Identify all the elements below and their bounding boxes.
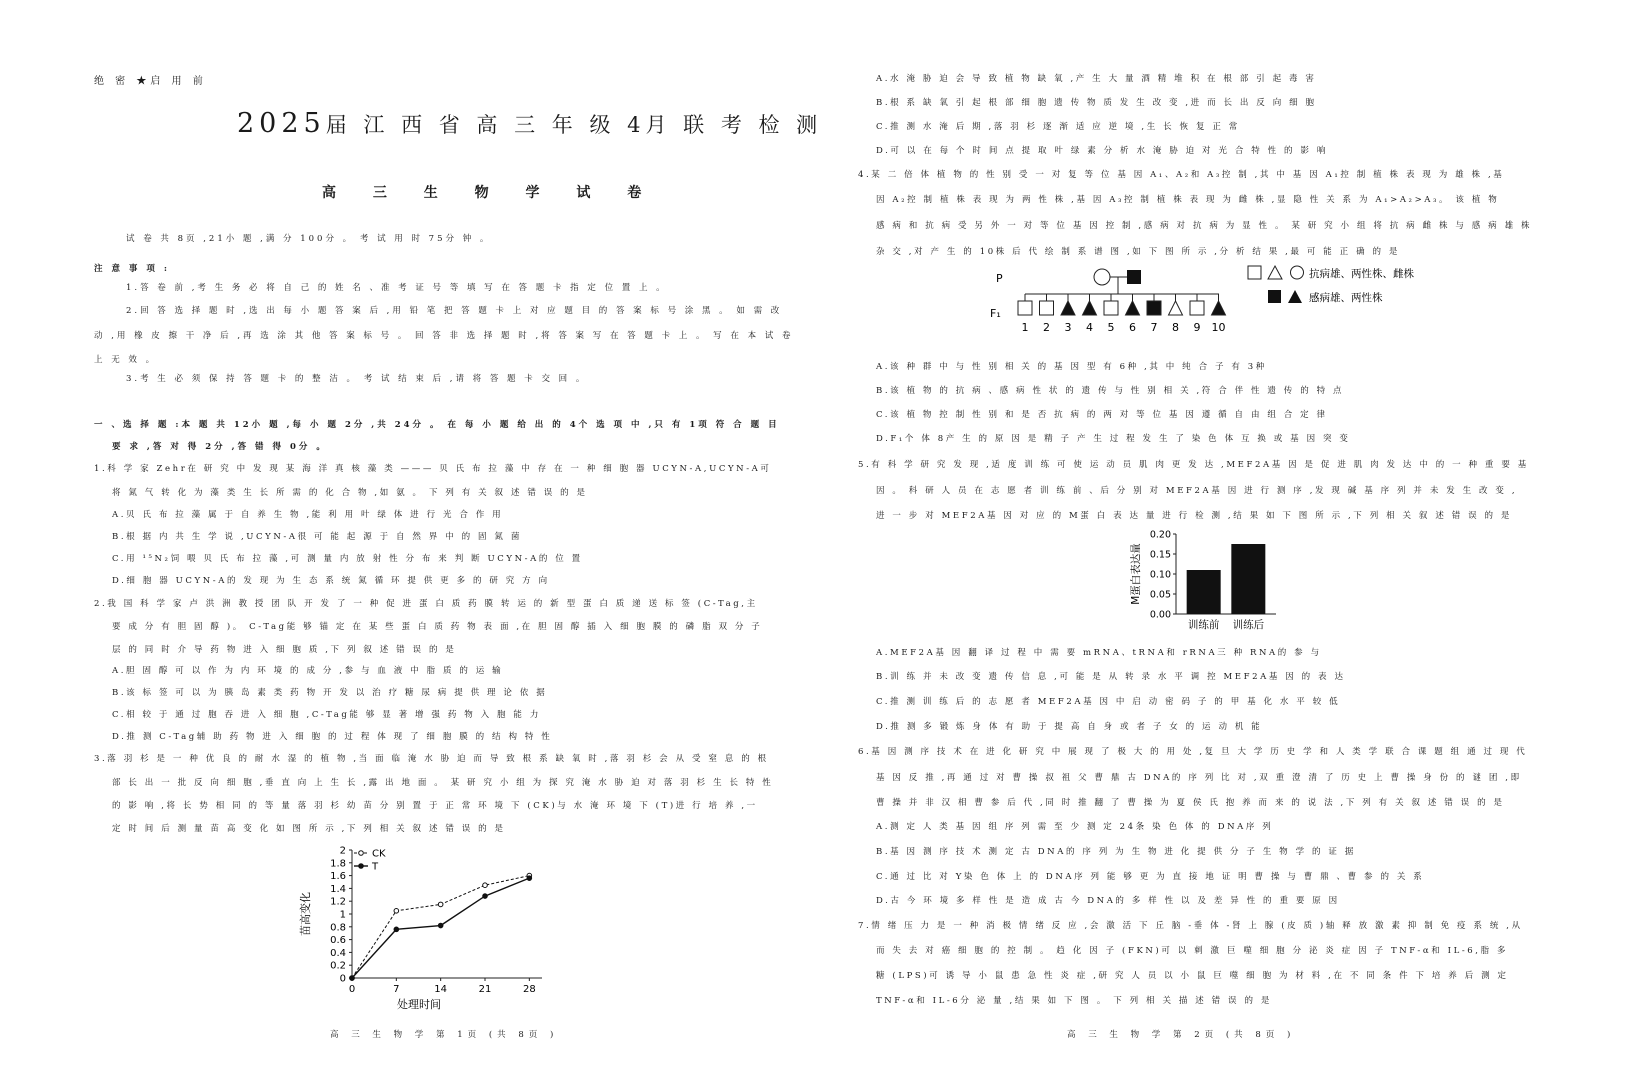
q7-stem-d: TNF-α和 IL-6分 泌 量 ,结 果 如 下 图 。 下 列 相 关 描 述 错 误 的 是 (876, 996, 1272, 1006)
pedigree-p-label: P (996, 272, 1003, 285)
legend-label-t: T (372, 861, 379, 873)
q1-option-c: C.用 ¹⁵N₂饲 喂 贝 氏 布 拉 藻 ,可 测 量 内 放 射 性 分 布 来 判 断 UCYN-A的 位 置 (112, 554, 583, 564)
x-tick-label: 7 (393, 984, 400, 995)
q4-option-d: D.F₁个 体 8产 生 的 原 因 是 精 子 产 生 过 程 发 生 了 染 色 体 互 换 或 基 因 突 变 (876, 434, 1351, 444)
y-tick-label: 0.2 (330, 960, 346, 972)
offspring-2-square-symbol (1040, 301, 1054, 315)
exam-year: 2025 (237, 108, 326, 139)
offspring-4-triangle-symbol (1083, 301, 1097, 315)
q3-stem-d: 定 时 间 后 测 量 苗 高 变 化 如 图 所 示 ,下 列 相 关 叙 述 错 误 的 是 (112, 824, 506, 834)
y-tick-label: 1.8 (330, 858, 346, 870)
q4-option-b: B.该 植 物 的 抗 病 、感 病 性 状 的 遗 传 与 性 别 相 关 ,符 合 伴 性 遗 传 的 特 点 (876, 386, 1345, 396)
seedling-height-line-chart (300, 840, 590, 1015)
offspring-number: 7 (1150, 321, 1158, 334)
note-3: 3.考 生 必 须 保 持 答 题 卡 的 整 洁 。 考 试 结 束 后 ,请 将 答 题 卡 交 回 。 (126, 374, 588, 384)
y-tick-label: 0.8 (330, 922, 346, 934)
q2-stem-b: 要 成 分 有 胆 固 醇 )。 C-Tag能 够 锚 定 在 某 些 蛋 白 质 药 物 表 面 ,在 胆 固 醇 插 入 细 胞 膜 的 磷 脂 双 分 子 (112, 622, 763, 632)
q3-stem-c: 的 影 响 ,将 长 势 相 同 的 等 量 落 羽 杉 幼 苗 分 别 置 于 正 常 环 境 下 (CK)与 水 淹 环 境 下 (T)进 行 培 养 ,一 (112, 801, 758, 811)
x-category-label: 训练后 (1232, 619, 1265, 631)
x-tick-label: 0 (348, 984, 356, 995)
y-axis-title: M蛋白表达量 (1130, 543, 1142, 605)
data-point-ck (483, 883, 488, 888)
offspring-number: 3 (1064, 321, 1072, 334)
legend-marker-t (359, 864, 364, 869)
q2-stem-a: 2.我 国 科 学 家 卢 洪 洲 教 授 团 队 开 发 了 一 种 促 进 蛋 白 质 药 膜 转 运 的 新 型 蛋 白 质 递 送 标 签 (C-Tag,主 (94, 599, 758, 609)
pedigree-f1-label: F₁ (990, 307, 1001, 320)
offspring-number: 4 (1086, 321, 1093, 334)
offspring-number: 8 (1172, 321, 1179, 334)
paper-subject: 高 三 生 物 学 试 卷 (322, 185, 658, 201)
q6-option-a: A.测 定 人 类 基 因 组 序 列 需 至 少 测 定 24条 染 色 体 的 DNA序 列 (876, 822, 1274, 832)
legend-marker-ck (359, 851, 364, 856)
q1-stem-a: 1.科 学 家 Zehr在 研 究 中 发 现 某 海 洋 真 核 藻 类 ——— 贝 氏 布 拉 藻 中 存 在 一 种 细 胞 器 UCYN-A,UCYN-A可 (94, 464, 772, 474)
offspring-number: 2 (1043, 321, 1050, 334)
offspring-number: 6 (1129, 321, 1136, 334)
q6-option-c: C.通 过 比 对 Y染 色 体 上 的 DNA序 列 能 够 更 为 直 接 地 证 明 曹 操 与 曹 鼎 、曹 参 的 关 系 (876, 872, 1425, 882)
q5-option-d: D.推 测 多 锻 炼 身 体 有 助 于 提 高 自 身 或 者 子 女 的 运 动 机 能 (876, 722, 1263, 732)
q2-option-d: D.推 测 C-Tag辅 助 药 物 进 入 细 胞 的 过 程 体 现 了 细 胞 膜 的 结 构 特 性 (112, 732, 553, 742)
q2-option-b: B.该 标 签 可 以 为 胰 岛 素 类 药 物 开 发 以 治 疗 糖 尿 病 提 供 理 论 依 据 (112, 688, 548, 698)
q2-stem-c: 层 的 同 时 介 导 药 物 进 入 细 胞 质 ,下 列 叙 述 错 误 的 是 (112, 645, 457, 655)
note-2-line-b: 动 ,用 橡 皮 擦 干 净 后 ,再 选 涂 其 他 答 案 标 号 。 回 答 非 选 择 题 时 ,将 答 案 写 在 答 题 卡 上 。 写 在 本 试 卷 (94, 331, 794, 341)
y-tick-label: 0.6 (330, 935, 346, 947)
y-tick-label: 2 (339, 845, 346, 857)
offspring-6-triangle-symbol (1126, 301, 1140, 315)
offspring-3-triangle-symbol (1061, 301, 1075, 315)
q3-option-a: A.水 淹 胁 迫 会 导 致 植 物 缺 氧 ,产 生 大 量 酒 精 堆 积 在 根 部 引 起 毒 害 (876, 74, 1317, 84)
q3-option-c: C.推 测 水 淹 后 期 ,落 羽 杉 逐 渐 适 应 逆 境 ,生 长 恢 复 正 常 (876, 122, 1240, 132)
m-protein-bar-chart (1132, 528, 1282, 640)
q3-stem-b: 部 长 出 一 批 反 向 细 胞 ,垂 直 向 上 生 长 ,露 出 地 面 。 某 研 究 小 组 为 探 究 淹 水 胁 迫 对 落 羽 杉 生 长 特 性 (112, 778, 774, 788)
legend-resistant-label: 抗病雄、两性株、雌株 (1309, 268, 1414, 280)
parent-male-symbol (1127, 270, 1141, 284)
offspring-5-square-symbol (1104, 301, 1118, 315)
q5-option-c: C.推 测 训 练 后 的 志 愿 者 MEF2A基 因 中 启 动 密 码 子 的 甲 基 化 水 平 较 低 (876, 697, 1341, 707)
q7-stem-c: 糖 (LPS)可 诱 导 小 鼠 患 急 性 炎 症 ,研 究 人 员 以 小 鼠 巨 噬 细 胞 为 材 料 ,在 不 同 条 件 下 培 养 后 测 定 (876, 971, 1509, 981)
x-tick-label: 21 (478, 984, 492, 995)
q2-option-c: C.相 较 于 通 过 胞 吞 进 入 细 胞 ,C-Tag能 够 显 著 增 强 药 物 入 胞 能 力 (112, 710, 541, 720)
legend-susceptible-label: 感病雄、两性株 (1309, 292, 1383, 304)
q4-stem-b: 因 A₂控 制 植 株 表 现 为 两 性 株 ,基 因 A₃控 制 植 株 表 现 为 雌 株 ,显 隐 性 关 系 为 A₁>A₂>A₃。 该 植 物 (876, 195, 1500, 205)
offspring-7-square-symbol (1147, 301, 1161, 315)
notes-title: 注 意 事 项 : (94, 264, 170, 274)
offspring-10-triangle-symbol (1212, 301, 1226, 315)
q2-option-a: A.胆 固 醇 可 以 作 为 内 环 境 的 成 分 ,参 与 血 液 中 脂 质 的 运 输 (112, 666, 504, 676)
q5-stem-a: 5.有 科 学 研 究 发 现 ,适 度 训 练 可 使 运 动 员 肌 肉 更 发 达 ,MEF2A基 因 是 促 进 肌 肉 发 达 中 的 一 种 重 要 基 (858, 460, 1529, 470)
q5-option-b: B.训 练 并 未 改 变 遗 传 信 息 ,可 能 是 从 转 录 水 平 调 控 MEF2A基 因 的 表 达 (876, 672, 1346, 682)
x-tick-label: 28 (522, 984, 536, 995)
q6-option-b: B.基 因 测 序 技 术 测 定 古 DNA的 序 列 为 生 物 进 化 提 供 分 子 生 物 学 的 证 据 (876, 847, 1356, 857)
legend-circle-open (1291, 266, 1304, 279)
offspring-number: 10 (1211, 321, 1226, 334)
legend-square-filled (1268, 290, 1281, 303)
q4-option-a: A.该 种 群 中 与 性 别 相 关 的 基 因 型 有 6种 ,其 中 纯 合 子 有 3种 (876, 362, 1267, 372)
y-tick-label: 1.2 (330, 896, 346, 908)
q7-stem-b: 而 失 去 对 癌 细 胞 的 控 制 。 趋 化 因 子 (FKN)可 以 刺 激 巨 噬 细 胞 分 泌 炎 症 因 子 TNF-α和 IL-6,脂 多 (876, 946, 1509, 956)
legend-triangle-open (1268, 266, 1282, 279)
q6-stem-c: 曹 操 并 非 汉 相 曹 参 后 代 ,同 时 推 翻 了 曹 操 为 夏 侯 氏 抱 养 而 来 的 说 法 ,下 列 有 关 叙 述 错 误 的 是 (876, 798, 1505, 808)
offspring-8-triangle-symbol (1169, 301, 1183, 315)
y-tick-label: 1 (339, 909, 346, 921)
q3-option-b: B.根 系 缺 氧 引 起 根 部 细 胞 遗 传 物 质 发 生 改 变 ,进 而 长 出 反 向 细 胞 (876, 98, 1317, 108)
data-point-t (350, 976, 355, 981)
y-tick-label: 0.10 (1149, 569, 1171, 581)
y-tick-label: 0.05 (1149, 589, 1171, 601)
q5-stem-c: 进 一 步 对 MEF2A基 因 对 应 的 M蛋 白 表 达 量 进 行 检 测 ,结 果 如 下 图 所 示 ,下 列 相 关 叙 述 错 误 的 是 (876, 511, 1513, 521)
exam-title-rest: 届 江 西 省 高 三 年 级 4月 联 考 检 测 (325, 113, 823, 137)
page-footer-right: 高 三 生 物 学 第 2页 (共 8页 ) (1067, 1030, 1296, 1040)
q4-option-c: C.该 植 物 控 制 性 别 和 是 否 抗 病 的 两 对 等 位 基 因 遵 循 自 由 组 合 定 律 (876, 410, 1328, 420)
y-tick-label: 0.20 (1149, 529, 1171, 541)
confidential-label: 绝 密 ★启 用 前 (94, 76, 207, 87)
x-tick-label: 14 (434, 984, 448, 995)
y-axis-title: 苗高变化 (299, 892, 312, 936)
legend-square-open (1248, 266, 1261, 279)
legend-label-ck: CK (372, 848, 386, 860)
data-point-t (527, 876, 532, 881)
y-tick-label: 1.6 (330, 871, 346, 883)
q7-stem-a: 7.情 绪 压 力 是 一 种 消 极 情 绪 反 应 ,会 激 活 下 丘 脑 -垂 体 -肾 上 腺 (皮 质 )轴 释 放 激 素 抑 制 免 疫 系 统 ,从 (858, 921, 1523, 931)
q4-stem-a: 4.某 二 倍 体 植 物 的 性 别 受 一 对 复 等 位 基 因 A₁、A₂和 A₃控 制 ,其 中 基 因 A₁控 制 植 株 表 现 为 雄 株 ,基 (858, 170, 1505, 180)
offspring-row (1018, 294, 1226, 334)
right-page (812, 0, 1625, 1079)
q3-option-d: D.可 以 在 每 个 时 间 点 提 取 叶 绿 素 分 析 水 淹 胁 迫 对 光 合 特 性 的 影 响 (876, 146, 1328, 156)
bar-before-training (1187, 570, 1221, 614)
pedigree-diagram (982, 264, 1442, 354)
q5-option-a: A.MEF2A基 因 翻 译 过 程 中 需 要 mRNA、tRNA和 rRNA三 种 RNA的 参 与 (876, 648, 1322, 658)
y-tick-label: 0.00 (1149, 609, 1171, 621)
q5-stem-b: 因 。 科 研 人 员 在 志 愿 者 训 练 前 、后 分 别 对 MEF2A基 因 进 行 测 序 ,发 现 碱 基 序 列 并 未 发 生 改 变 , (876, 486, 1518, 496)
q1-option-b: B.根 据 内 共 生 学 说 ,UCYN-A很 可 能 起 源 于 自 然 界 中 的 固 氮 菌 (112, 532, 522, 542)
data-point-t (394, 927, 399, 932)
data-point-t (438, 923, 443, 928)
y-tick-label: 0.4 (330, 947, 346, 959)
q1-option-d: D.细 胞 器 UCYN-A的 发 现 为 生 态 系 统 氮 循 环 提 供 更 多 的 研 究 方 向 (112, 576, 550, 586)
q4-stem-d: 杂 交 ,对 产 生 的 10株 后 代 绘 制 系 谱 图 ,如 下 图 所 示 ,分 析 结 果 ,最 可 能 正 确 的 是 (876, 247, 1400, 257)
offspring-number: 9 (1193, 321, 1201, 334)
offspring-1-square-symbol (1018, 301, 1032, 315)
bar-after-training (1231, 544, 1265, 614)
offspring-9-square-symbol (1190, 301, 1204, 315)
exam-title (237, 108, 822, 139)
q4-stem-c: 感 病 和 抗 病 受 另 外 一 对 等 位 基 因 控 制 ,感 病 对 抗 病 为 显 性 。 某 研 究 小 组 将 抗 病 雌 株 与 感 病 雄 株 (876, 221, 1533, 231)
x-category-label: 训练前 (1187, 619, 1220, 631)
note-2-line-a: 2.回 答 选 择 题 时 ,选 出 每 小 题 答 案 后 ,用 铅 笔 把 答 题 卡 上 对 应 题 目 的 答 案 标 号 涂 黑 。 如 需 改 (126, 306, 783, 316)
intro-line: 试 卷 共 8页 ,21小 题 ,满 分 100分 。 考 试 用 时 75分 钟 。 (126, 234, 492, 244)
y-tick-label: 0.15 (1149, 549, 1171, 561)
data-point-ck (438, 902, 443, 907)
data-point-ck (394, 909, 399, 914)
offspring-number: 1 (1021, 321, 1029, 334)
legend-triangle-filled (1288, 290, 1302, 303)
y-tick-label: 0 (339, 973, 346, 985)
x-axis-title: 处理时间 (397, 998, 441, 1011)
page-footer-left: 高 三 生 物 学 第 1页 (共 8页 ) (330, 1030, 559, 1040)
note-2-line-c: 上 无 效 。 (94, 355, 158, 365)
q1-option-a: A.贝 氏 布 拉 藻 属 于 自 养 生 物 ,能 利 用 叶 绿 体 进 行 光 合 作 用 (112, 510, 504, 520)
note-1: 1.答 卷 前 ,考 生 务 必 将 自 己 的 姓 名 、准 考 证 号 等 填 写 在 答 题 卡 指 定 位 置 上 。 (126, 283, 668, 293)
q6-stem-b: 基 因 反 推 ,再 通 过 对 曹 操 叔 祖 父 曹 鼎 古 DNA的 序 列 比 对 ,双 重 澄 清 了 历 史 上 曹 操 身 份 的 谜 团 ,即 (876, 773, 1522, 783)
q6-stem-a: 6.基 因 测 序 技 术 在 进 化 研 究 中 展 现 了 极 大 的 用 处 ,复 旦 大 学 历 史 学 和 人 类 学 联 合 课 题 组 通 过 现 代 (858, 747, 1528, 757)
q1-stem-b: 将 氮 气 转 化 为 藻 类 生 长 所 需 的 化 合 物 ,如 氨 。 下 列 有 关 叙 述 错 误 的 是 (112, 488, 588, 498)
pedigree-legend (1248, 266, 1414, 304)
parent-female-symbol (1094, 269, 1110, 285)
q6-option-d: D.古 今 环 境 多 样 性 是 造 成 古 今 DNA的 多 样 性 以 及 差 异 性 的 重 要 原 因 (876, 896, 1340, 906)
section-1-heading: 一 、选 择 题 :本 题 共 12小 题 ,每 小 题 2分 ,共 24分 。 在 每 小 题 给 出 的 4个 选 项 中 ,只 有 1项 符 合 题 目 (94, 420, 780, 430)
y-tick-label: 1.4 (330, 883, 346, 895)
q3-stem-a: 3.落 羽 杉 是 一 种 优 良 的 耐 水 湿 的 植 物 ,当 面 临 淹 水 胁 迫 而 导 致 根 系 缺 氧 时 ,落 羽 杉 会 从 受 窒 息 的 根 (94, 754, 769, 764)
data-point-t (483, 894, 488, 899)
offspring-number: 5 (1107, 321, 1115, 334)
section-1-rule: 要 求 ,答 对 得 2分 ,答 错 得 0分 。 (112, 442, 328, 452)
